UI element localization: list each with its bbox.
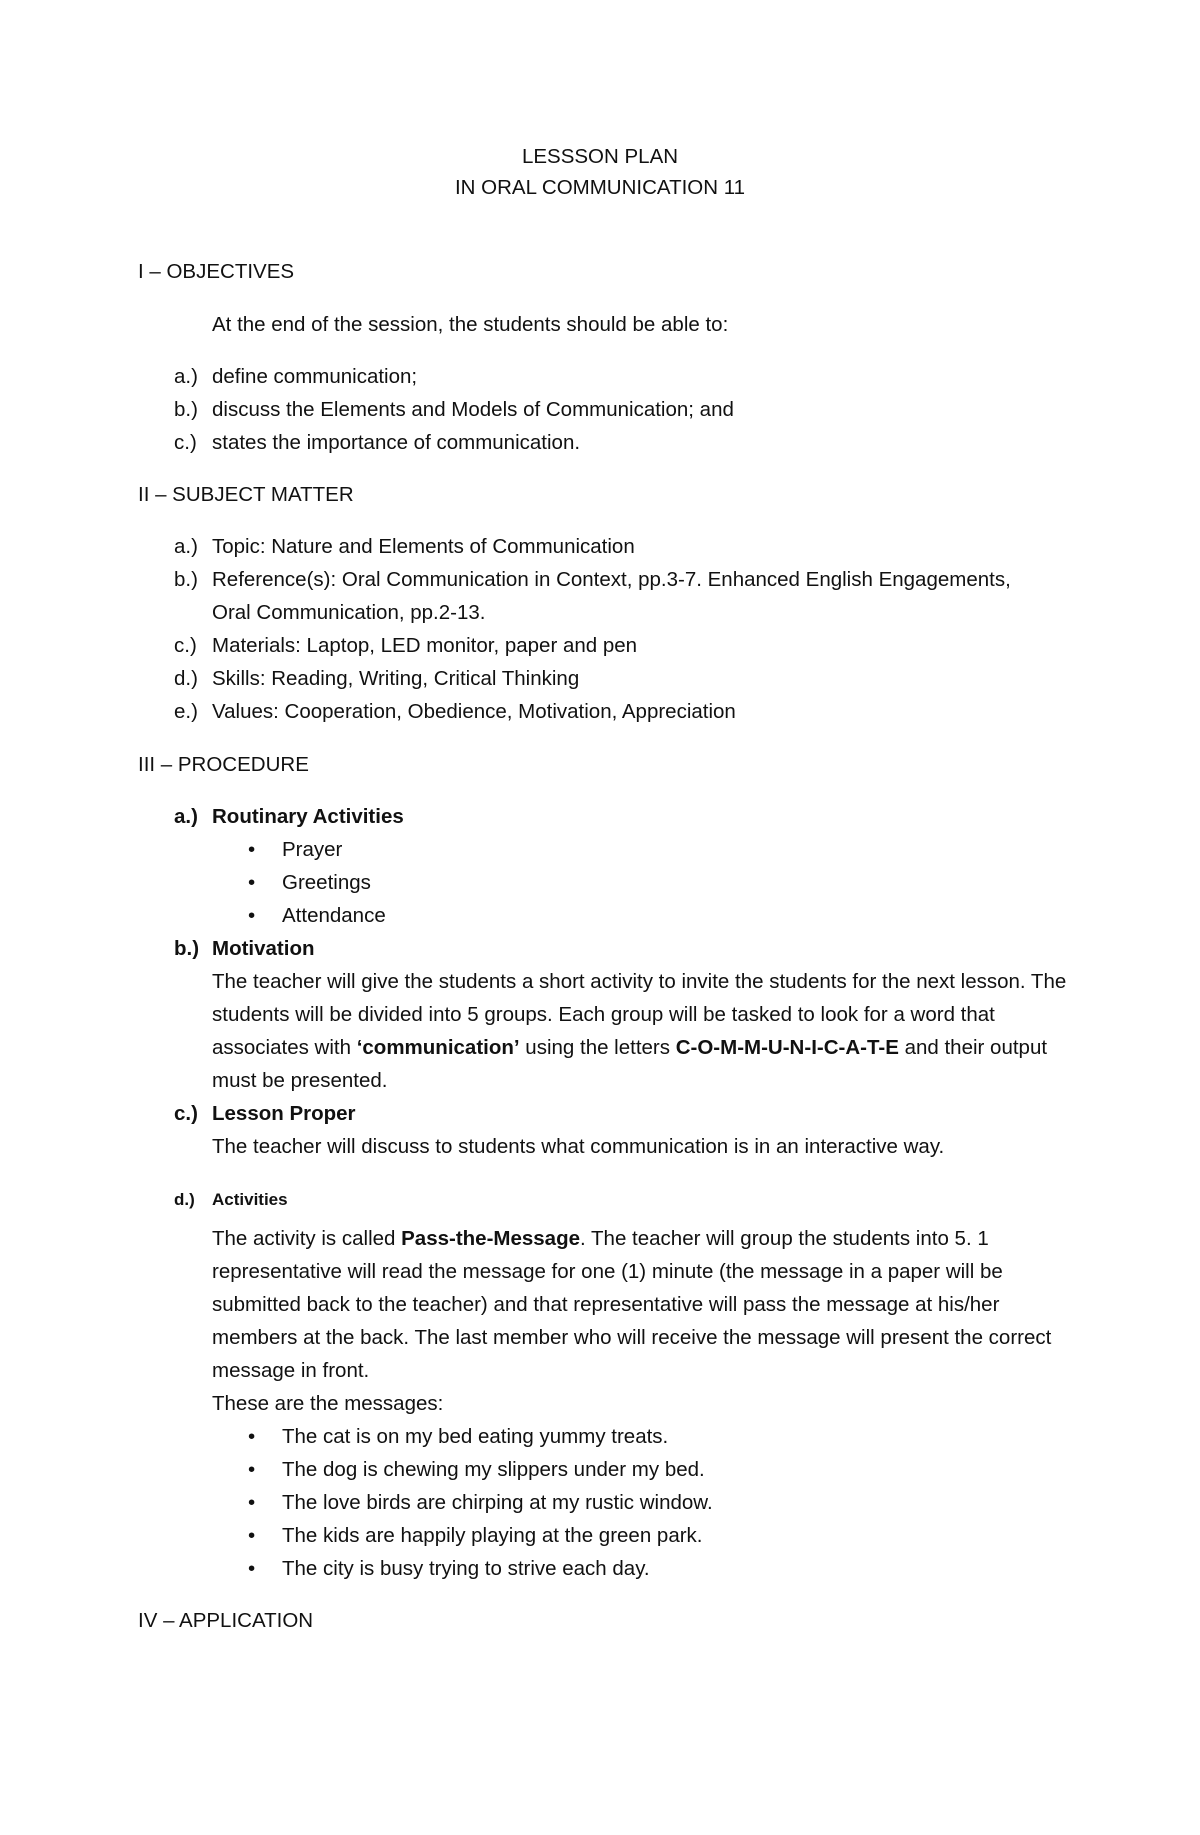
bullet-item [0,1420,1200,1453]
activities-paragraph [212,1222,1082,1387]
procedure-list [0,800,1200,965]
lesson-proper-text: The teacher will discuss to students what communication is in an interactive way. [212,1135,945,1158]
bullet-text: Greetings [282,871,371,894]
objectives-list [0,360,1200,459]
subject-list [0,530,1200,728]
bullet-item [0,866,1200,899]
list-item-label: b.) [174,398,198,421]
bullet-icon: • [248,1458,256,1481]
list-item [0,695,1200,728]
section-heading-objectives: I – OBJECTIVES [138,260,295,283]
list-item [0,629,1200,662]
motivation-text-2: using the letters [519,1036,676,1059]
routinary-title: Routinary Activities [212,805,404,828]
list-item-text: Topic: Nature and Elements of Communication [212,535,635,558]
list-item-text: states the importance of communication. [212,431,581,454]
list-item [0,563,1200,629]
activities-bold-name: Pass-the-Message [401,1227,581,1250]
list-item-label: b.) [174,937,200,960]
motivation-bold-letters: C-O-M-M-U-N-I-C-A-T-E [675,1036,899,1059]
list-item-label: d.) [174,667,198,690]
lesson-proper-title: Lesson Proper [212,1102,356,1125]
bullet-text: Prayer [282,838,343,861]
list-item-text: Materials: Laptop, LED monitor, paper and pen [212,634,638,657]
bullet-icon: • [248,1425,256,1448]
activities-block [0,1183,1200,1216]
bullet-text: The kids are happily playing at the green park. [282,1524,703,1547]
list-item [0,1387,1200,1420]
activities-title: Activities [212,1190,288,1209]
list-item-label: a.) [174,535,198,558]
bullet-item [0,1453,1200,1486]
list-item [0,360,1200,393]
motivation-paragraph [212,965,1072,1097]
list-item [0,662,1200,695]
list-item-text: define communication; [212,365,418,388]
bullet-text: The love birds are chirping at my rustic window. [282,1491,713,1514]
list-item-label: e.) [174,700,198,723]
list-item-text: discuss the Elements and Models of Communication; and [212,398,734,421]
lesson-proper-block [0,1097,1200,1163]
bullet-icon: • [248,871,256,894]
list-item [0,426,1200,459]
section-heading-application: IV – APPLICATION [138,1609,314,1632]
messages-block [0,1387,1200,1585]
bullet-icon: • [248,1524,256,1547]
list-item [0,800,1200,833]
list-item-label: a.) [174,805,198,828]
bullet-item [0,1519,1200,1552]
bullet-icon: • [248,1557,256,1580]
bullet-item [0,899,1200,932]
document-title: LESSSON PLAN [521,145,679,168]
bullet-text: The city is busy trying to strive each day. [282,1557,650,1580]
bullet-item [0,1486,1200,1519]
bullet-icon: • [248,838,256,861]
list-item-label: d.) [174,1190,195,1209]
list-item-label: a.) [174,365,198,388]
messages-intro: These are the messages: [212,1392,444,1415]
list-item-label: c.) [174,431,197,454]
list-item-label: c.) [174,1102,198,1125]
motivation-title: Motivation [212,937,315,960]
list-item-label: c.) [174,634,197,657]
bullet-text: The dog is chewing my slippers under my bed. [282,1458,705,1481]
activities-text-2: . The teacher will group the students into 5. 1 representative will read the message for one (1) minute (the message in a paper will be submitted back to the teacher) and that representative will pass the message at his/her members at the back. The last member who will receive the message will present the correct message in front. [212,1227,1052,1382]
section-heading-subject-matter: II – SUBJECT MATTER [138,483,354,506]
objectives-intro: At the end of the session, the students should be able to: [212,313,729,336]
motivation-text-1: The teacher will give the students a short activity to invite the students for the next lesson. The students will be divided into 5 groups. Each group will be tasked to look for a word that associates with [212,970,1067,1059]
list-item [0,393,1200,426]
bullet-item [0,833,1200,866]
list-item [0,932,1200,965]
list-item [0,1130,1200,1163]
bullet-text: Attendance [282,904,386,927]
motivation-text-3: and their output must be presented. [212,1036,1048,1092]
bullet-icon: • [248,904,256,927]
list-item [0,530,1200,563]
bullet-item [0,1552,1200,1585]
list-item-text: Skills: Reading, Writing, Critical Thinking [212,667,580,690]
document-subtitle: IN ORAL COMMUNICATION 11 [454,176,746,199]
list-item-text: Reference(s): Oral Communication in Context, pp.3-7. Enhanced English Engagements, Oral Communication, pp.2-13. [212,568,1011,624]
list-item [0,1097,1200,1130]
bullet-icon: • [248,1491,256,1514]
section-heading-procedure: III – PROCEDURE [138,753,309,776]
list-item [0,1183,1200,1216]
bullet-text: The cat is on my bed eating yummy treats. [282,1425,669,1448]
list-item-label: b.) [174,568,198,591]
activities-text-1: The activity is called [212,1227,402,1250]
motivation-bold-word: ‘communication’ [356,1036,520,1059]
list-item-text: Values: Cooperation, Obedience, Motivation, Appreciation [212,700,736,723]
